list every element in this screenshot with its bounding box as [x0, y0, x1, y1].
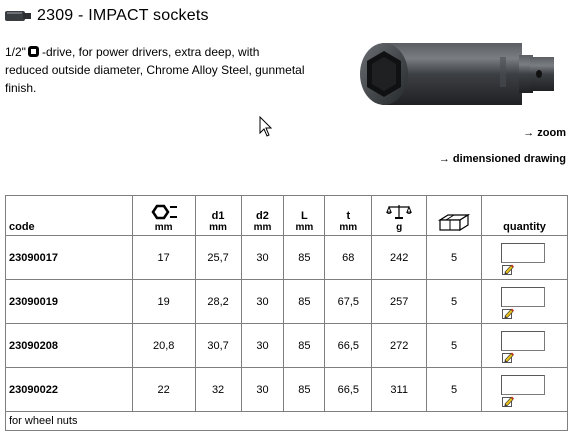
cell-hex: 20,8: [132, 324, 195, 368]
cell-d2: 30: [241, 280, 284, 324]
quantity-control: [501, 285, 549, 319]
dimensioned-drawing-link[interactable]: [439, 153, 566, 165]
arrow-right-icon: →: [438, 153, 450, 165]
cell-weight: 311: [372, 368, 427, 412]
cell-quantity: [482, 280, 568, 324]
column-header-weight: [372, 196, 427, 236]
cell-length: 85: [284, 368, 325, 412]
dimensioned-drawing-link-label: dimensioned drawing: [452, 153, 566, 165]
cell-weight: 242: [372, 236, 427, 280]
column-header-pack: [427, 196, 482, 236]
cell-pack: 5: [427, 368, 482, 412]
quantity-input[interactable]: [501, 375, 545, 395]
table-row: [6, 368, 568, 412]
impact-socket-icon: [4, 9, 32, 23]
cell-d2: 30: [241, 324, 284, 368]
arrow-right-icon: →: [523, 127, 535, 139]
cell-hex: 17: [132, 236, 195, 280]
cell-d1: 28,2: [195, 280, 241, 324]
column-header-hex: [132, 196, 195, 236]
cell-t: 66,5: [325, 368, 372, 412]
cell-weight: 272: [372, 324, 427, 368]
page-header: [4, 6, 209, 26]
product-description: [5, 43, 305, 97]
cell-t: 67,5: [325, 280, 372, 324]
quantity-input[interactable]: [501, 243, 545, 263]
length-label: L: [301, 210, 308, 222]
cell-d1: 30,7: [195, 324, 241, 368]
column-header-length: [284, 196, 325, 236]
d1-unit: mm: [209, 222, 227, 233]
description-text: -drive, for power drivers, extra deep, with reduced outside diameter, Chrome Alloy Steel, gunmetal finish.: [5, 45, 305, 95]
cell-code: 23090019: [6, 280, 133, 324]
cell-t: 66,5: [325, 324, 372, 368]
scale-icon: [386, 204, 412, 220]
drive-size-text: 1/2": [5, 45, 26, 59]
d1-label: d1: [211, 210, 225, 222]
zoom-link-label: zoom: [537, 127, 566, 139]
page-title: 2309 - IMPACT sockets: [37, 7, 209, 24]
edit-pencil-icon[interactable]: [502, 264, 514, 275]
cell-quantity: [482, 236, 568, 280]
weight-unit: g: [396, 222, 403, 233]
quantity-input[interactable]: [501, 287, 545, 307]
column-header-t: [325, 196, 372, 236]
cell-d1: 25,7: [195, 236, 241, 280]
quantity-control: [501, 241, 549, 275]
table-header-row: [6, 196, 568, 236]
cell-code: 23090208: [6, 324, 133, 368]
column-header-d2: [241, 196, 284, 236]
cell-hex: 22: [132, 368, 195, 412]
edit-pencil-icon[interactable]: [502, 308, 514, 319]
t-label: t: [346, 210, 351, 222]
hex-wrench-icon: [149, 204, 179, 220]
cell-d1: 32: [195, 368, 241, 412]
quantity-control: [501, 329, 549, 363]
d2-label: d2: [256, 210, 269, 222]
product-image[interactable]: [354, 35, 564, 113]
footnote-row: [6, 412, 568, 431]
cell-quantity: [482, 368, 568, 412]
cell-quantity: [482, 324, 568, 368]
square-drive-icon: [27, 45, 40, 58]
specs-table: [5, 195, 568, 431]
cell-pack: 5: [427, 236, 482, 280]
cell-d2: 30: [241, 368, 284, 412]
package-box-icon: [438, 213, 470, 231]
column-header-quantity: quantity: [482, 196, 568, 236]
quantity-control: [501, 373, 549, 407]
cell-t: 68: [325, 236, 372, 280]
d2-unit: mm: [253, 222, 272, 233]
column-header-d1: [195, 196, 241, 236]
footnote-text: for wheel nuts: [6, 412, 568, 431]
cell-d2: 30: [241, 236, 284, 280]
zoom-link[interactable]: [523, 127, 566, 139]
cell-code: 23090022: [6, 368, 133, 412]
cell-pack: 5: [427, 280, 482, 324]
cell-length: 85: [284, 236, 325, 280]
edit-pencil-icon[interactable]: [502, 396, 514, 407]
cell-length: 85: [284, 324, 325, 368]
edit-pencil-icon[interactable]: [502, 352, 514, 363]
t-unit: mm: [339, 222, 358, 233]
cell-length: 85: [284, 280, 325, 324]
cell-hex: 19: [132, 280, 195, 324]
cell-pack: 5: [427, 324, 482, 368]
cell-weight: 257: [372, 280, 427, 324]
table-row: [6, 324, 568, 368]
mouse-cursor-icon: [259, 116, 275, 138]
hex-unit: mm: [154, 222, 173, 233]
table-row: [6, 280, 568, 324]
column-header-code: code: [6, 196, 133, 236]
quantity-input[interactable]: [501, 331, 545, 351]
length-unit: mm: [295, 222, 314, 233]
cell-code: 23090017: [6, 236, 133, 280]
table-row: [6, 236, 568, 280]
